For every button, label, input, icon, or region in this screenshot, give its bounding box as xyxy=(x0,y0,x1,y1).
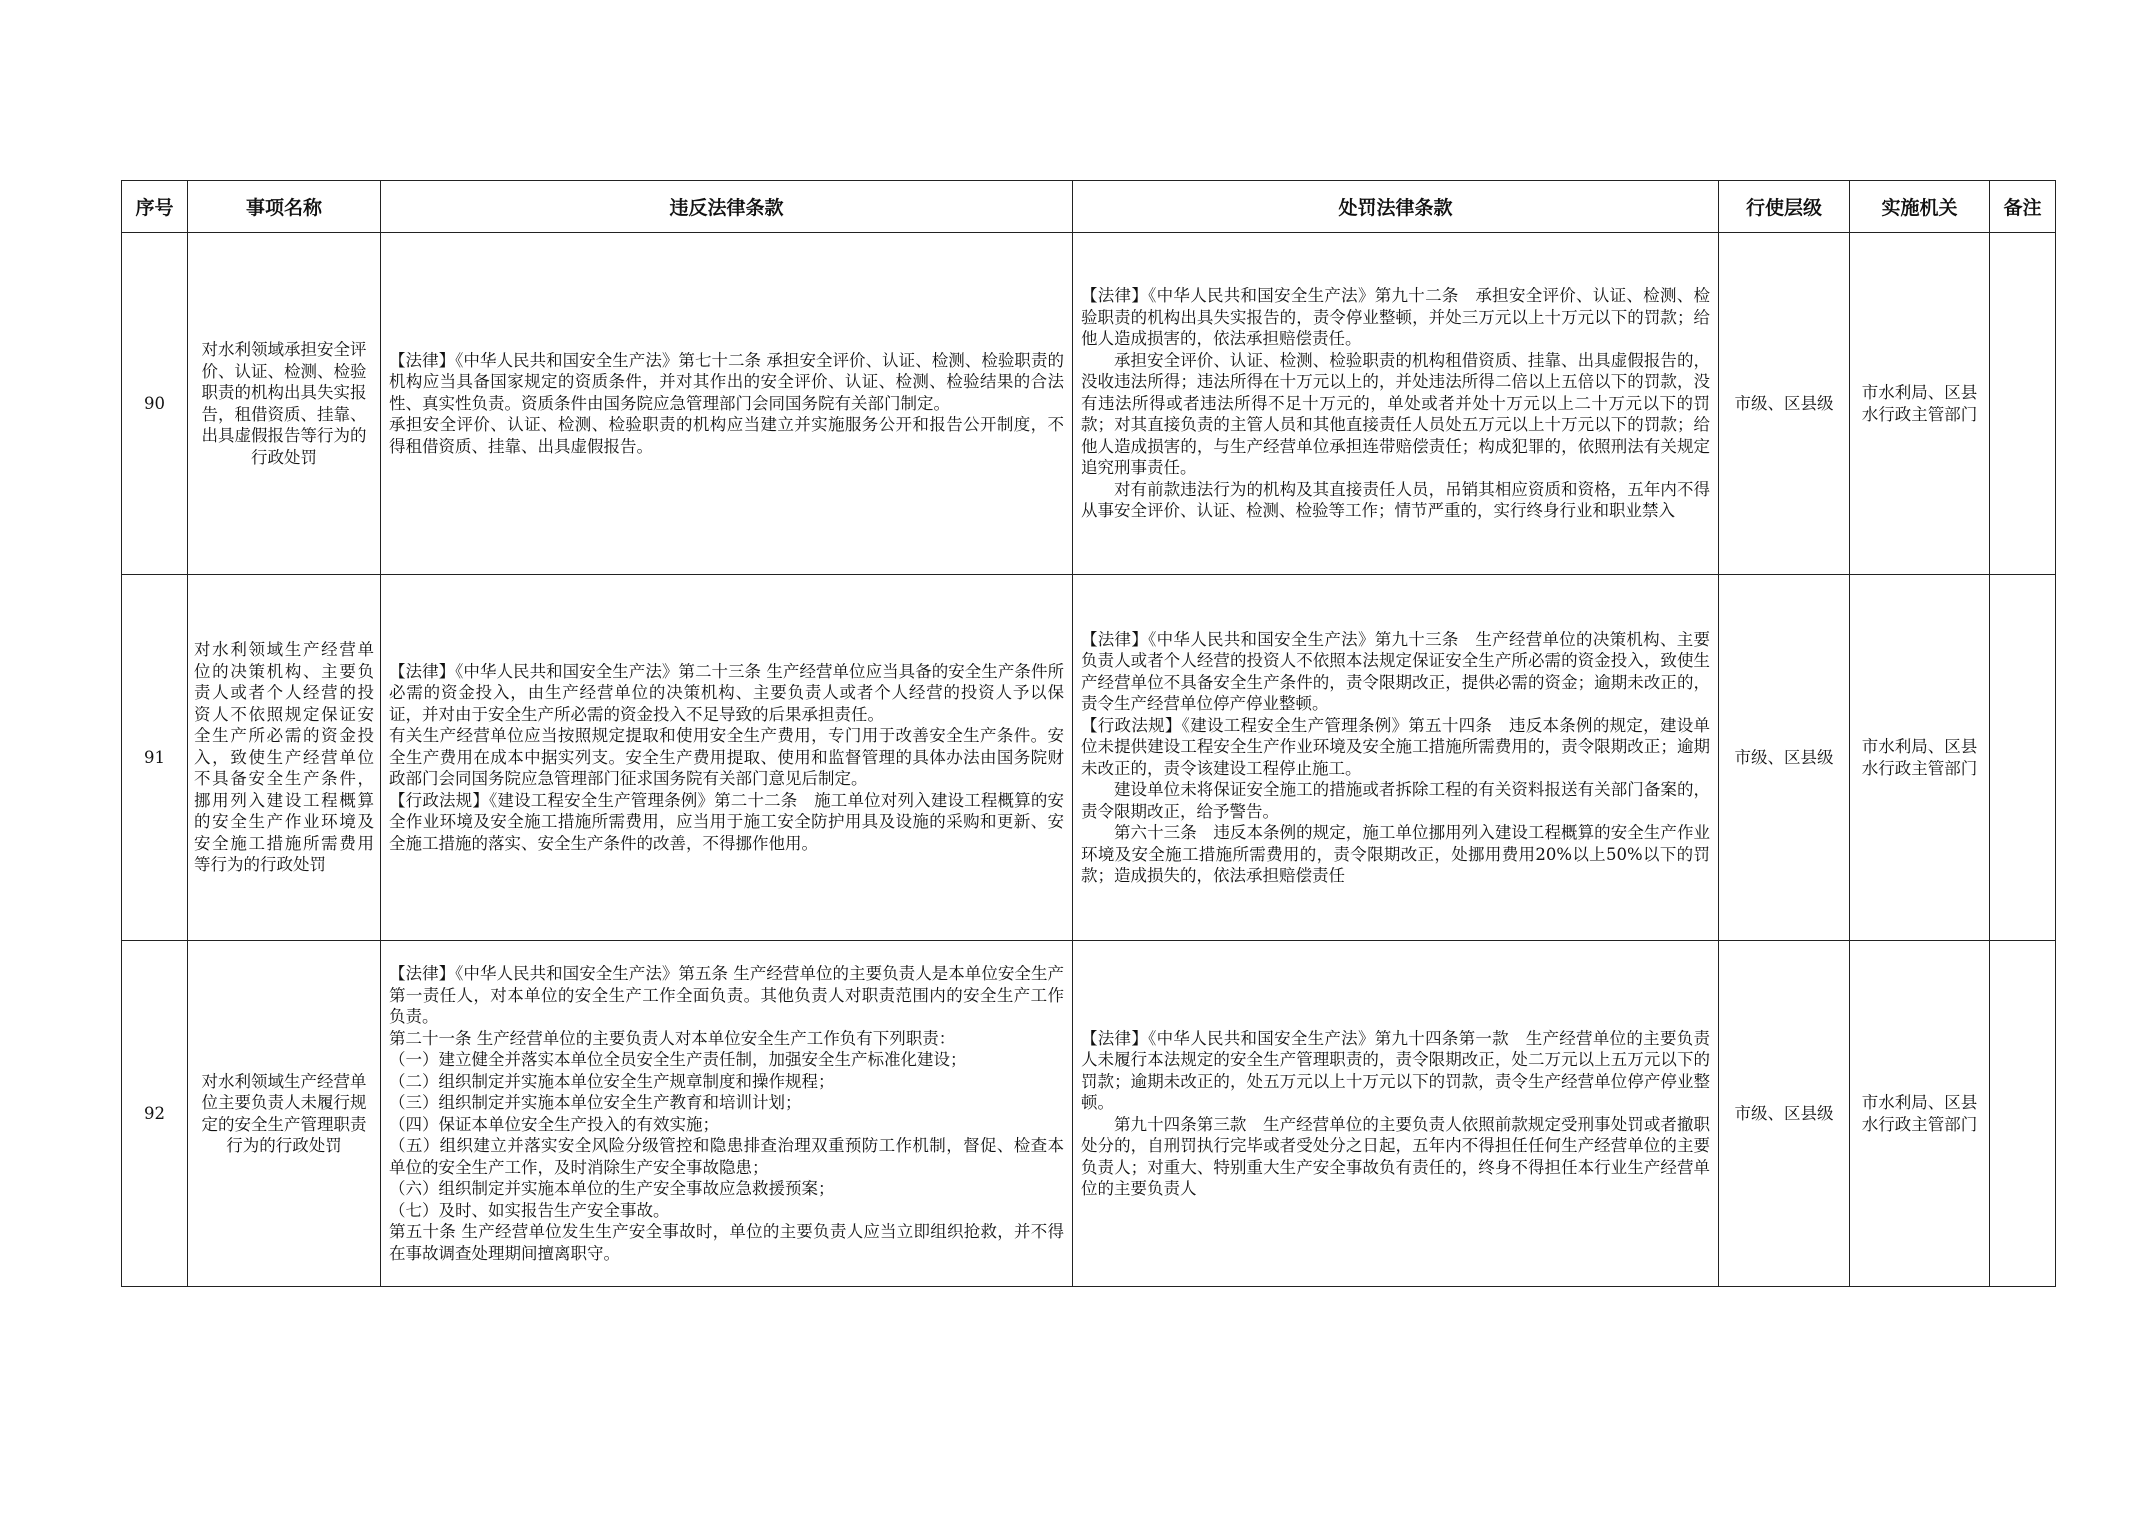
penalty-paragraph: 【行政法规】《建设工程安全生产管理条例》第五十四条 违反本条例的规定，建设单位未提供建设工程安全生产作业环境及安全施工措施所需费用的，责令限期改正；逾期未改正的，责令该建设工程停止施工。 xyxy=(1081,715,1710,778)
row-exercise-level: 市级、区县级 xyxy=(1719,941,1850,1287)
header-penalty-clause: 处罚法律条款 xyxy=(1073,181,1719,233)
table-header-row xyxy=(122,181,2056,233)
row-violation-clause xyxy=(381,575,1073,941)
violation-paragraph: 【行政法规】《建设工程安全生产管理条例》第二十二条 施工单位对列入建设工程概算的安全作业环境及安全施工措施所需费用，应当用于施工安全防护用具及设施的采购和更新、安全施工措施的落实、安全生产条件的改善，不得挪作他用。 xyxy=(389,790,1064,853)
row-violation-clause xyxy=(381,233,1073,575)
header-implementing-agency: 实施机关 xyxy=(1850,181,1990,233)
penalty-paragraph: 对有前款违法行为的机构及其直接责任人员，吊销其相应资质和资格，五年内不得从事安全评价、认证、检测、检验等工作；情节严重的，实行终身行业和职业禁入 xyxy=(1081,479,1710,521)
row-implementing-agency: 市水利局、区县水行政主管部门 xyxy=(1850,233,1990,575)
violation-paragraph: 有关生产经营单位应当按照规定提取和使用安全生产费用，专门用于改善安全生产条件。安全生产费用在成本中据实列支。安全生产费用提取、使用和监督管理的具体办法由国务院财政部门会同国务院应急管理部门征求国务院有关部门意见后制定。 xyxy=(389,726,1064,789)
violation-paragraph: 【法律】《中华人民共和国安全生产法》第二十三条 生产经营单位应当具备的安全生产条件所必需的资金投入，由生产经营单位的决策机构、主要负责人或者个人经营的投资人予以保证，并对由于安全生产所必需的资金投入不足导致的后果承担责任。 xyxy=(389,661,1064,724)
violation-paragraph: （二）组织制定并实施本单位安全生产规章制度和操作规程； xyxy=(389,1071,835,1091)
penalty-paragraph: 【法律】《中华人民共和国安全生产法》第九十二条 承担安全评价、认证、检测、检验职责的机构出具失实报告的，责令停业整顿，并处三万元以上十万元以下的罚款；给他人造成损害的，依法承担赔偿责任。 xyxy=(1081,286,1710,349)
header-seq: 序号 xyxy=(122,181,188,233)
violation-paragraph: 第五十条 生产经营单位发生生产安全事故时，单位的主要负责人应当立即组织抢救，并不得在事故调查处理期间擅离职守。 xyxy=(389,1222,1064,1263)
enforcement-table xyxy=(121,180,2056,1287)
penalty-paragraph: 建设单位未将保证安全施工的措施或者拆除工程的有关资料报送有关部门备案的，责令限期改正，给予警告。 xyxy=(1081,780,1710,821)
row-item-name: 对水利领域生产经营单位主要负责人未履行规定的安全生产管理职责行为的行政处罚 xyxy=(188,941,381,1287)
table-row xyxy=(122,941,2056,1287)
violation-paragraph: （三）组织制定并实施本单位安全生产教育和培训计划； xyxy=(389,1093,802,1112)
row-penalty-clause xyxy=(1073,575,1719,941)
penalty-paragraph: 承担安全评价、认证、检测、检验职责的机构租借资质、挂靠、出具虚假报告的，没收违法所得；违法所得在十万元以上的，并处违法所得二倍以上五倍以下的罚款，没有违法所得或者违法所得不足十万元的，单处或者并处十万元以上二十万元以下的罚款；对其直接负责的主管人员和其他直接责任人员处五万元以上十万元以下的罚款；给他人造成损害的，与生产经营单位承担连带赔偿责任；构成犯罪的，依照刑法有关规定追究刑事责任。 xyxy=(1081,350,1710,478)
header-item-name: 事项名称 xyxy=(188,181,381,233)
row-violation-clause xyxy=(381,941,1073,1287)
row-remark xyxy=(1990,233,2056,575)
row-implementing-agency: 市水利局、区县水行政主管部门 xyxy=(1850,941,1990,1287)
violation-paragraph: 承担安全评价、认证、检测、检验职责的机构应当建立并实施服务公开和报告公开制度，不得租借资质、挂靠、出具虚假报告。 xyxy=(389,415,1064,456)
row-item-name: 对水利领域承担安全评价、认证、检测、检验职责的机构出具失实报告，租借资质、挂靠、出具虚假报告等行为的行政处罚 xyxy=(188,233,381,575)
row-seq: 91 xyxy=(122,575,188,941)
penalty-paragraph: 第六十三条 违反本条例的规定，施工单位挪用列入建设工程概算的安全生产作业环境及安全施工措施所需费用的，责令限期改正，处挪用费用20%以上50%以下的罚款；造成损失的，依法承担赔偿责任 xyxy=(1081,823,1710,885)
penalty-paragraph: 第九十四条第三款 生产经营单位的主要负责人依照前款规定受刑事处罚或者撤职处分的，自刑罚执行完毕或者受处分之日起，五年内不得担任任何生产经营单位的主要负责人；对重大、特别重大生产安全事故负有责任的，终身不得担任本行业生产经营单位的主要负责人 xyxy=(1081,1114,1710,1198)
violation-paragraph: 【法律】《中华人民共和国安全生产法》第五条 生产经营单位的主要负责人是本单位安全生产第一责任人，对本单位的安全生产工作全面负责。其他负责人对职责范围内的安全生产工作负责。 xyxy=(389,964,1064,1026)
header-violation-clause: 违反法律条款 xyxy=(381,181,1073,233)
row-exercise-level: 市级、区县级 xyxy=(1719,575,1850,941)
header-exercise-level: 行使层级 xyxy=(1719,181,1850,233)
violation-paragraph: （一）建立健全并落实本单位全员安全生产责任制，加强安全生产标准化建设； xyxy=(389,1050,967,1069)
table-row xyxy=(122,233,2056,575)
penalty-paragraph: 【法律】《中华人民共和国安全生产法》第九十三条 生产经营单位的决策机构、主要负责人或者个人经营的投资人不依照本法规定保证安全生产所必需的资金投入，致使生产经营单位不具备安全生产条件的，责令限期改正，提供必需的资金；逾期未改正的，责令生产经营单位停产停业整顿。 xyxy=(1081,629,1710,713)
row-penalty-clause xyxy=(1073,941,1719,1287)
row-remark xyxy=(1990,941,2056,1287)
table-row xyxy=(122,575,2056,941)
row-implementing-agency: 市水利局、区县水行政主管部门 xyxy=(1850,575,1990,941)
violation-paragraph: （五）组织建立并落实安全风险分级管控和隐患排查治理双重预防工作机制，督促、检查本单位的安全生产工作，及时消除生产安全事故隐患； xyxy=(389,1136,1064,1177)
row-exercise-level: 市级、区县级 xyxy=(1719,233,1850,575)
row-seq: 90 xyxy=(122,233,188,575)
violation-paragraph: 【法律】《中华人民共和国安全生产法》第七十二条 承担安全评价、认证、检测、检验职责的机构应当具备国家规定的资质条件，并对其作出的安全评价、认证、检测、检验结果的合法性、真实性负责。资质条件由国务院应急管理部门会同国务院有关部门制定。 xyxy=(389,350,1064,413)
row-remark xyxy=(1990,575,2056,941)
violation-paragraph: （四）保证本单位安全生产投入的有效实施； xyxy=(389,1114,719,1134)
header-remark: 备注 xyxy=(1990,181,2056,233)
violation-paragraph: （六）组织制定并实施本单位的生产安全事故应急救援预案； xyxy=(389,1179,835,1198)
row-item-name: 对水利领域生产经营单位的决策机构、主要负责人或者个人经营的投资人不依照规定保证安全生产所必需的资金投入，致使生产经营单位不具备安全生产条件，挪用列入建设工程概算的安全生产作业环境及安全施工措施所需费用等行为的行政处罚 xyxy=(188,575,381,941)
violation-paragraph: 第二十一条 生产经营单位的主要负责人对本单位安全生产工作负有下列职责： xyxy=(389,1028,956,1048)
row-penalty-clause xyxy=(1073,233,1719,575)
violation-paragraph: （七）及时、如实报告生产安全事故。 xyxy=(389,1200,670,1220)
row-seq: 92 xyxy=(122,941,188,1287)
penalty-paragraph: 【法律】《中华人民共和国安全生产法》第九十四条第一款 生产经营单位的主要负责人未履行本法规定的安全生产管理职责的，责令限期改正，处二万元以上五万元以下的罚款；逾期未改正的，处五万元以上十万元以下的罚款，责令生产经营单位停产停业整顿。 xyxy=(1081,1028,1710,1112)
